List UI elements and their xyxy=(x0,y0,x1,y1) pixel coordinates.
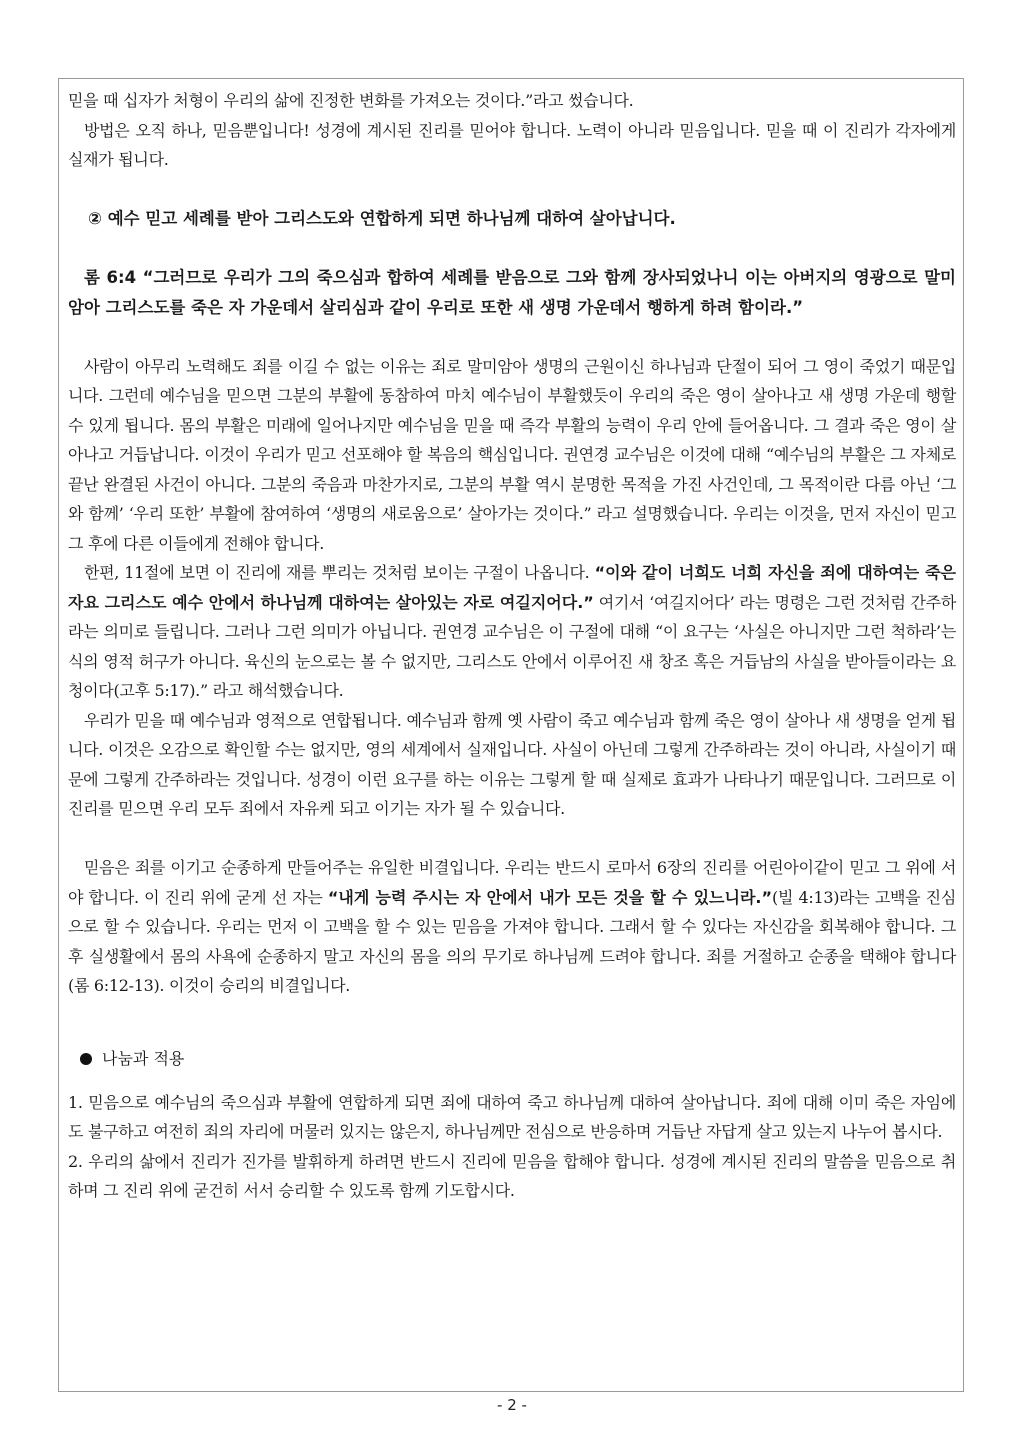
paragraph-6-quote: “내게 능력 주시는 자 안에서 내가 모든 것을 할 수 있느니라.” xyxy=(327,887,773,907)
sharing-section-title xyxy=(68,1044,956,1074)
question-2: 2. 우리의 삶에서 진리가 진가를 발휘하게 하려면 반드시 진리에 믿음을 합해야 합니다. 성경에 계시된 진리의 말씀을 믿음으로 취하며 그 진리 위에 굳건히 서서 승리할 수 있도록 함께 기도합시다. xyxy=(68,1151,956,1200)
bullet-icon xyxy=(80,1053,92,1065)
paragraph-6-text-b: (빌 4:13)라는 고백을 진심으로 할 수 있습니다. 우리는 먼저 이 고백을 할 수 있는 믿음을 가져야 합니다. 그래서 할 수 있다는 자신감을 회복해야 합니다. 그 후 실생활에서 몸의 사욕에 순종하지 말고 자신의 몸을 의의 무기로 하나님께 드려야 합니다. 죄를 거절하고 순종을 택해야 합니다(롬 6:12-13). 이것이 승리의 비결입니다. xyxy=(68,887,956,995)
paragraph-6-text-a: 믿음은 죄를 이기고 순종하게 만들어주는 유일한 비결입니다. 우리는 반드시 로마서 6장의 진리를 어린아이같이 믿고 그 위에 서야 합니다. 이 진리 위에 굳게 선 자는 xyxy=(68,858,956,907)
sharing-section-title-text: 나눔과 적용 xyxy=(102,1049,185,1068)
question-1: 1. 믿음으로 예수님의 죽으심과 부활에 연합하게 되면 죄에 대하여 죽고 하나님께 대하여 살아납니다. 죄에 대해 이미 죽은 자임에도 불구하고 여전히 죄의 자리에 머물러 있지는 않은지, 하나님께만 전심으로 반응하며 거듭난 자답게 살고 있는지 나누어 봅시다. xyxy=(68,1092,956,1141)
paragraph-4-text-b: 여기서 ‘여길지어다’ 라는 명령은 그런 것처럼 간주하라는 의미로 들립니다. 그러나 그런 의미가 아닙니다. 권연경 교수님은 이 구절에 대해 “이 요구는 ‘사실은 아니지만 그런 척하라’는 식의 영적 허구가 아니다. 육신의 눈으로는 볼 수 없지만, 그리스도 안에서 이루어진 새 창조 혹은 거듭남의 사실을 받아들이라는 요청이다(고후 5:17).” 라고 해석했습니다. xyxy=(68,592,956,700)
paragraph-1: 믿을 때 십자가 처형이 우리의 삶에 진정한 변화를 가져오는 것이다.”라고 썼습니다. xyxy=(68,91,634,110)
paragraph-4-quote: “이와 같이 너희도 너희 자신을 죄에 대하여는 죽은 자요 그리스도 예수 안에서 하나님께 대하여는 살아있는 자로 여길지어다.” xyxy=(68,563,956,612)
paragraph-4-text-a: 한편, 11절에 보면 이 진리에 재를 뿌리는 것처럼 보이는 구절이 나옵니다. xyxy=(84,563,595,582)
document-body xyxy=(68,86,956,1206)
paragraph-6 xyxy=(68,853,956,1001)
page-number: - 2 - xyxy=(497,1396,527,1414)
paragraph-3: 사람이 아무리 노력해도 죄를 이길 수 없는 이유는 죄로 말미암아 생명의 근원이신 하나님과 단절이 되어 그 영이 죽었기 때문입니다. 그런데 예수님을 믿으면 그분의 부활에 동참하여 마치 예수님이 부활했듯이 우리의 죽은 영이 살아나고 새 생명 가운데 행할 수 있게 됩니다. 몸의 부활은 미래에 일어나지만 예수님을 믿을 때 즉각 부활의 능력이 우리 안에 들어옵니다. 그 결과 죽은 영이 살아나고 거듭납니다. 이것이 우리가 믿고 선포해야 할 복음의 핵심입니다. 권연경 교수님은 이것에 대해 “예수님의 부활은 그 자체로 끝난 완결된 사건이 아니다. 그분의 죽음과 마찬가지로, 그분의 부활 역시 분명한 목적을 가진 사건인데, 그 목적이란 다름 아닌 ‘그와 함께’ ‘우리 또한’ 부활에 참여하여 ‘생명의 새로움으로’ 살아가는 것이다.” 라고 설명했습니다. 우리는 이것을, 먼저 자신이 믿고 그 후에 다른 이들에게 전해야 합니다. xyxy=(68,356,956,553)
paragraph-5: 우리가 믿을 때 예수님과 영적으로 연합됩니다. 예수님과 함께 옛 사람이 죽고 예수님과 함께 죽은 영이 살아나 새 생명을 얻게 됩니다. 이것은 오감으로 확인할 수는 없지만, 영의 세계에서 실재입니다. 사실이 아닌데 그렇게 간주하라는 것이 아니라, 사실이기 때문에 그렇게 간주하라는 것입니다. 성경이 이런 요구를 하는 이유는 그렇게 할 때 실제로 효과가 나타나기 때문입니다. 그러므로 이 진리를 믿으면 우리 모두 죄에서 자유케 되고 이기는 자가 될 수 있습니다. xyxy=(68,710,957,818)
scripture-verse: 롬 6:4 “그러므로 우리가 그의 죽으심과 합하여 세례를 받음으로 그와 함께 장사되었나니 이는 아버지의 영광으로 말미암아 그리스도를 죽은 자 가운데서 살리심과 같이 우리로 또한 새 생명 가운데서 행하게 하려 함이라.” xyxy=(68,268,956,317)
paragraph-2: 방법은 오직 하나, 믿음뿐입니다! 성경에 계시된 진리를 믿어야 합니다. 노력이 아니라 믿음입니다. 믿을 때 이 진리가 각자에게 실재가 됩니다. xyxy=(68,120,956,169)
section-heading: ② 예수 믿고 세례를 받아 그리스도와 연합하게 되면 하나님께 대하여 살아납니다. xyxy=(88,209,676,228)
paragraph-4 xyxy=(68,558,956,706)
